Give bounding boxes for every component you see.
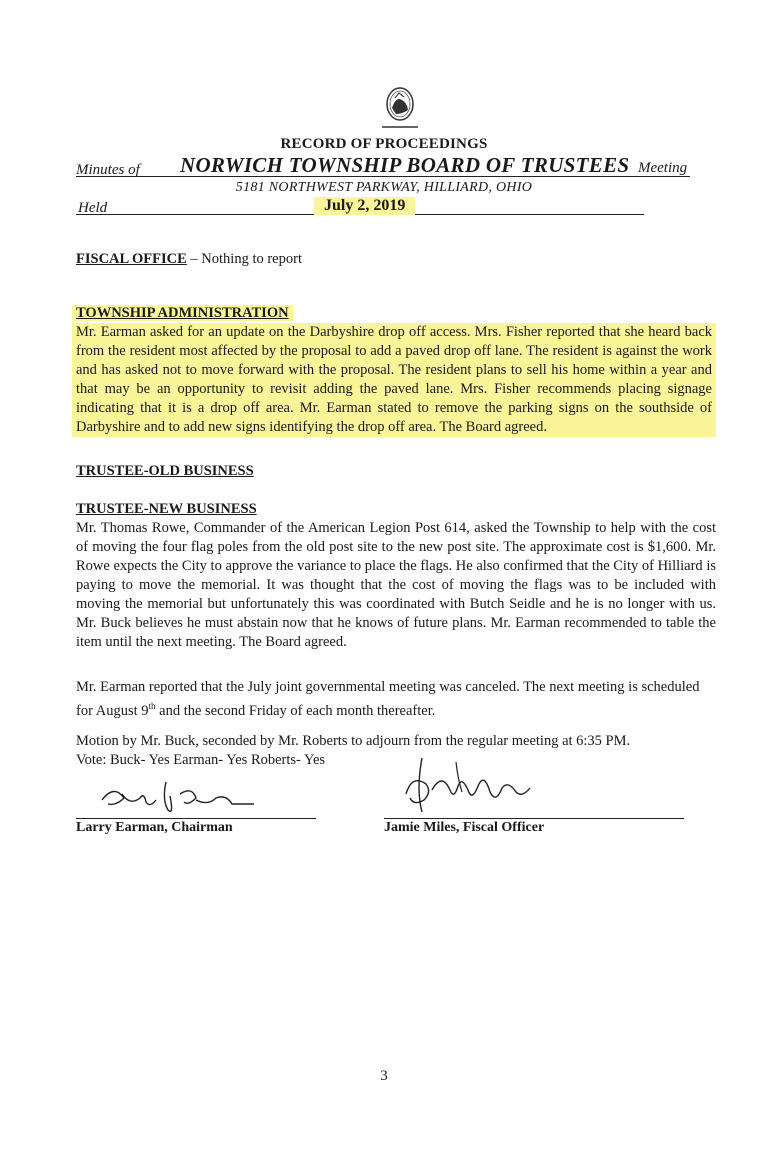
chairman-signature-line: [76, 818, 316, 819]
held-label: Held: [78, 200, 108, 216]
fiscal-office-section: [76, 250, 716, 269]
trustee-new-business-section: [76, 500, 716, 652]
township-administration-text: Mr. Earman asked for an update on the Darbyshire drop off access. Mrs. Fisher reported that she heard back from the resident most affected by the proposal to add a paved drop off lane. The resident is against the work and has asked not to move forward with the proposal. The resident plans to sell his home within a year and that may be an opportunity to revisit adding the paved lane. Mrs. Fisher recommends placing signage indicating that it is a drop off area. Mr. Earman stated to remove the parking signs on the southside of Darbyshire and to add new signs identifying the drop off area. The Board agreed.: [72, 323, 716, 437]
township-administration-section: [76, 304, 716, 437]
vote-line: Vote: Buck- Yes Earman- Yes Roberts- Yes: [76, 752, 326, 768]
record-title: RECORD OF PROCEEDINGS: [280, 136, 488, 152]
trustee-old-business-section: [76, 462, 716, 481]
joint-meeting-sup: th: [148, 701, 156, 711]
fiscal-officer-signature-line: [384, 818, 684, 819]
trustee-old-business-heading: TRUSTEE-OLD BUSINESS: [76, 463, 254, 479]
fiscal-officer-signature: [392, 750, 552, 820]
township-administration-heading: TOWNSHIP ADMINISTRATION: [72, 305, 293, 321]
township-seal-icon: [380, 84, 420, 134]
trustee-new-business-heading: TRUSTEE-NEW BUSINESS: [76, 501, 257, 517]
meeting-date: July 2, 2019: [314, 197, 415, 215]
address: 5181 NORTHWEST PARKWAY, HILLIARD, OHIO: [235, 180, 533, 195]
fiscal-office-heading: FISCAL OFFICE: [76, 251, 187, 267]
chairman-name: Larry Earman, Chairman: [76, 820, 233, 835]
joint-meeting-text-a: Mr. Earman reported that the July joint governmental meeting was canceled. The next meeting is scheduled for August 9: [76, 679, 700, 719]
board-name: NORWICH TOWNSHIP BOARD OF TRUSTEES: [180, 153, 630, 177]
trustee-new-business-text: Mr. Thomas Rowe, Commander of the American Legion Post 614, asked the Township to help with the cost of moving the four flag poles from the old post site to the new post site. The approximate cost is $1,600. Mr. Rowe expects the City to approve the variance to place the flags. He also confirmed that the City of Hilliard is paying to move the memorial. It was thought that the cost of moving the flags was to be included with moving the memorial but unfortunately this was coordinated with Butch Seidle and he is no longer with us. Mr. Buck believes he must abstain now that he knows of future plans. Mr. Earman recommended to table the item until the next meeting. The Board agreed.: [76, 520, 716, 650]
joint-meeting-paragraph: [76, 678, 716, 721]
page-number: 3: [380, 1068, 388, 1084]
fiscal-officer-name: Jamie Miles, Fiscal Officer: [384, 820, 545, 835]
meeting-label: Meeting: [638, 160, 688, 176]
minutes-of-label: Minutes of: [76, 162, 140, 178]
motion-line: Motion by Mr. Buck, seconded by Mr. Roberts to adjourn from the regular meeting at 6:35 PM.: [76, 733, 631, 749]
fiscal-office-text: – Nothing to report: [186, 251, 302, 267]
joint-meeting-text-b: and the second Friday of each month thereafter.: [155, 702, 436, 719]
chairman-signature: [96, 776, 266, 820]
